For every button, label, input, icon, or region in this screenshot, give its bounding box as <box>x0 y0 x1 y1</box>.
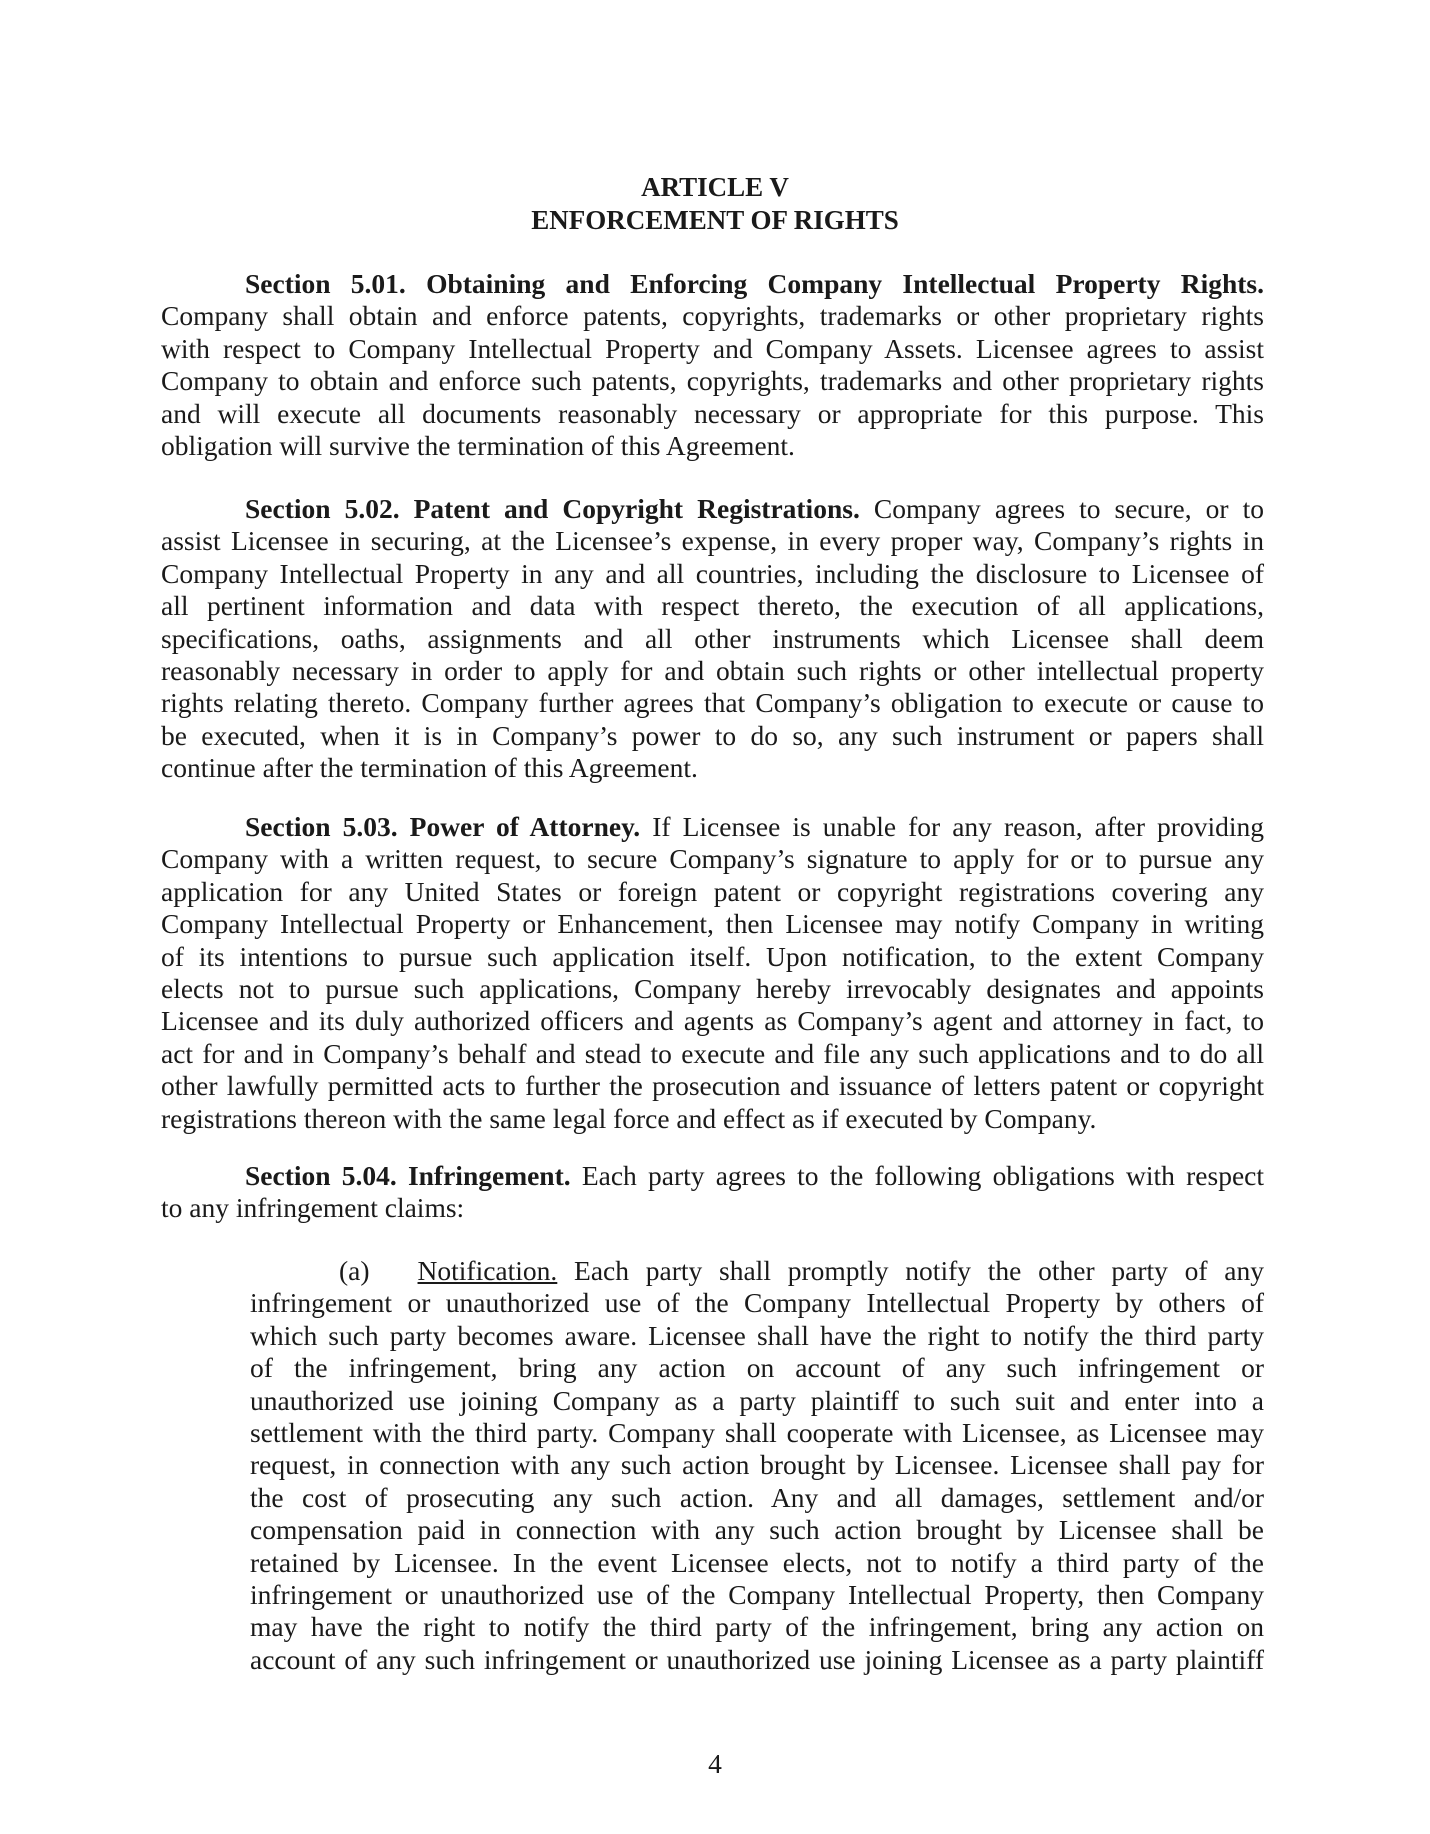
page-number: 4 <box>708 1748 722 1779</box>
text-line: application for any United States or foreign patent or copyright registrations covering any <box>161 875 1264 907</box>
text-line: of the infringement, bring any action on account of any such infringement or <box>250 1352 1264 1384</box>
section-heading-line <box>161 811 1264 843</box>
text-line: Company shall obtain and enforce patents, copyrights, trademarks or other proprietary rights <box>161 300 1264 332</box>
subsection-first-line <box>250 1255 1264 1287</box>
text-line: compensation paid in connection with any such action brought by Licensee shall be <box>250 1514 1264 1546</box>
section-heading-line <box>161 1160 1264 1192</box>
text-line: which such party becomes aware. Licensee shall have the right to notify the third party <box>250 1319 1264 1351</box>
text-line: continue after the termination of this Agreement. <box>161 752 698 784</box>
text-line: retained by Licensee. In the event Licensee elects, not to notify a third party of the <box>250 1546 1264 1578</box>
section-5-03 <box>161 811 1264 1135</box>
text-line: request, in connection with any such action brought by Licensee. Licensee shall pay for <box>250 1449 1264 1481</box>
text-line: unauthorized use joining Company as a party plaintiff to such suit and enter into a <box>250 1384 1264 1416</box>
article-title: ENFORCEMENT OF RIGHTS <box>531 205 899 235</box>
subsection-a <box>250 1255 1264 1676</box>
text-line: rights relating thereto. Company further agrees that Company’s obligation to execute or cause to <box>161 687 1264 719</box>
text-line: assist Licensee in securing, at the Licensee’s expense, in every proper way, Company’s rights in <box>161 525 1264 557</box>
section-heading: Section 5.04. Infringement. <box>245 1160 571 1191</box>
text-line: obligation will survive the termination of this Agreement. <box>161 429 795 461</box>
section-5-02 <box>161 493 1264 785</box>
text-line: to any infringement claims: <box>161 1192 465 1224</box>
section-heading: Section 5.02. Patent and Copyright Registrations. <box>245 493 860 524</box>
text-line: Company to obtain and enforce such patents, copyrights, trademarks and other proprietary rights <box>161 365 1264 397</box>
text-line: reasonably necessary in order to apply for and obtain such rights or other intellectual property <box>161 654 1264 686</box>
text-line: the cost of prosecuting any such action. Any and all damages, settlement and/or <box>250 1481 1264 1513</box>
section-heading-line <box>161 493 1264 525</box>
text-line: Licensee and its duly authorized officers and agents as Company’s agent and attorney in fact, to <box>161 1005 1264 1037</box>
section-5-04 <box>161 1160 1264 1225</box>
section-lead-text: Each party agrees to the following obligations with respect <box>570 1160 1264 1191</box>
text-line: may have the right to notify the third party of the infringement, bring any action on <box>250 1611 1264 1643</box>
text-line: elects not to pursue such applications, Company hereby irrevocably designates and appoints <box>161 972 1264 1004</box>
text-line: Company Intellectual Property or Enhancement, then Licensee may notify Company in writing <box>161 908 1264 940</box>
subsection-lead-text: Each party shall promptly notify the other party of any <box>557 1255 1264 1286</box>
article-number: ARTICLE V <box>641 172 789 202</box>
section-heading: Section 5.01. Obtaining and Enforcing Company Intellectual Property Rights. <box>245 268 1264 299</box>
section-5-01 <box>161 268 1264 462</box>
text-line: settlement with the third party. Company shall cooperate with Licensee, as Licensee may <box>250 1416 1264 1448</box>
text-line: specifications, oaths, assignments and all other instruments which Licensee shall deem <box>161 622 1264 654</box>
section-heading-line <box>161 268 1264 300</box>
text-line: with respect to Company Intellectual Property and Company Assets. Licensee agrees to assist <box>161 332 1264 364</box>
text-line: registrations thereon with the same legal force and effect as if executed by Company. <box>161 1102 1097 1134</box>
text-line: infringement or unauthorized use of the Company Intellectual Property, then Company <box>250 1578 1264 1610</box>
text-line: and will execute all documents reasonably necessary or appropriate for this purpose. This <box>161 397 1264 429</box>
text-line: account of any such infringement or unauthorized use joining Licensee as a party plaintiff <box>250 1643 1264 1675</box>
subsection-heading: Notification. <box>417 1255 558 1286</box>
text-line: all pertinent information and data with respect thereto, the execution of all applications, <box>161 590 1264 622</box>
section-lead-text: Company agrees to secure, or to <box>859 493 1264 524</box>
section-heading: Section 5.03. Power of Attorney. <box>245 811 641 842</box>
subsection-marker: (a) <box>339 1255 370 1286</box>
text-line: act for and in Company’s behalf and stead to execute and file any such applications and to do all <box>161 1037 1264 1069</box>
text-line: infringement or unauthorized use of the Company Intellectual Property by others of <box>250 1287 1264 1319</box>
text-line: be executed, when it is in Company’s power to do so, any such instrument or papers shall <box>161 719 1264 751</box>
text-line: Company Intellectual Property in any and all countries, including the disclosure to Licensee of <box>161 557 1264 589</box>
text-line: Company with a written request, to secure Company’s signature to apply for or to pursue any <box>161 843 1264 875</box>
text-line: other lawfully permitted acts to further the prosecution and issuance of letters patent or copyright <box>161 1070 1264 1102</box>
text-line: of its intentions to pursue such application itself. Upon notification, to the extent Company <box>161 940 1264 972</box>
section-lead-text: If Licensee is unable for any reason, after providing <box>640 811 1264 842</box>
